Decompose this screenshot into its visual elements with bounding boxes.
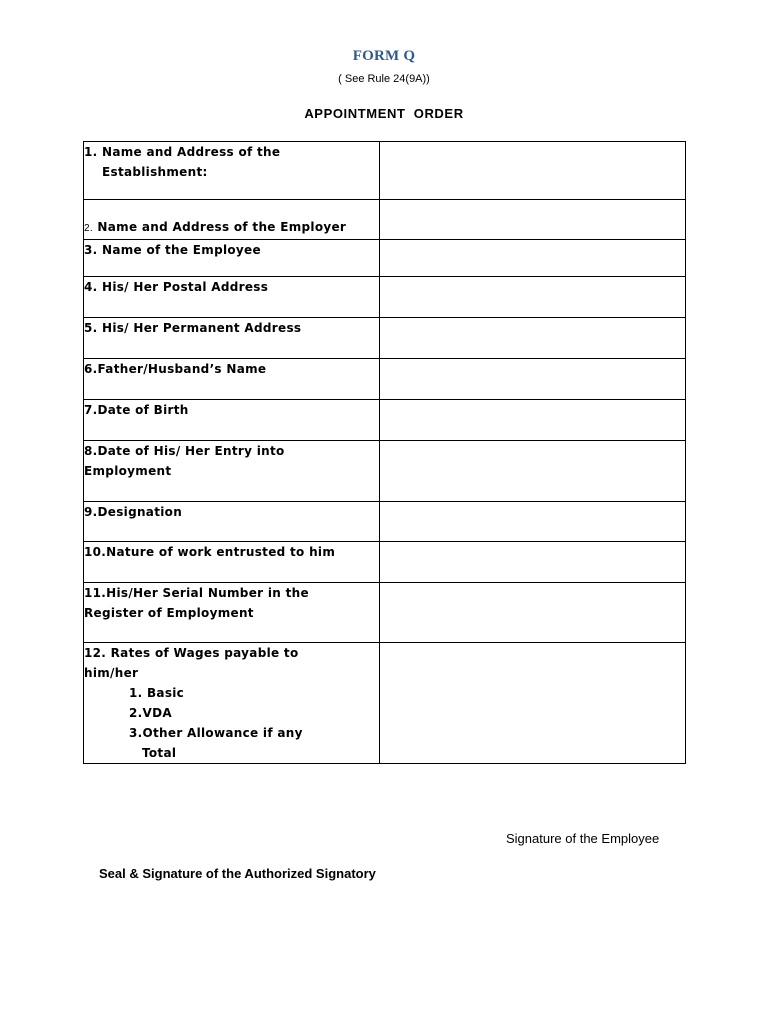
wage-subitem-vda: 2.VDA — [129, 706, 172, 720]
field-value-postal-address[interactable] — [380, 277, 686, 318]
field-value-establishment[interactable] — [380, 142, 686, 200]
field-label-line: 11.His/Her Serial Number in the — [84, 586, 309, 600]
form-row-employee-name — [84, 240, 686, 277]
field-label — [84, 240, 380, 277]
form-row-father-husband-name — [84, 359, 686, 400]
form-row-nature-of-work — [84, 542, 686, 583]
field-value-father-husband-name[interactable] — [380, 359, 686, 400]
field-label-line: 6.Father/Husband’s Name — [84, 362, 267, 376]
authorized-signatory-label: Seal & Signature of the Authorized Signatory — [99, 866, 376, 881]
field-label-line: Employment — [84, 464, 172, 478]
form-row-postal-address — [84, 277, 686, 318]
field-label — [84, 359, 380, 400]
field-label-line: 8.Date of His/ Her Entry into — [84, 444, 285, 458]
field-value-nature-of-work[interactable] — [380, 542, 686, 583]
field-label-line: him/her — [84, 666, 139, 680]
field-value-designation[interactable] — [380, 502, 686, 542]
form-heading: APPOINTMENT ORDER — [304, 106, 464, 121]
field-label — [84, 142, 380, 200]
form-row-date-of-birth — [84, 400, 686, 441]
form-row-permanent-address — [84, 318, 686, 359]
wage-subitem-other-allowance: 3.Other Allowance if any — [129, 726, 303, 740]
field-label — [84, 502, 380, 542]
employee-signature-label: Signature of the Employee — [506, 831, 660, 846]
field-label — [84, 643, 380, 764]
field-label-line: 5. His/ Her Permanent Address — [84, 321, 302, 335]
field-label — [84, 542, 380, 583]
form-row-establishment — [84, 142, 686, 200]
field-label-line: Establishment: — [102, 165, 208, 179]
field-label — [84, 318, 380, 359]
form-row-entry-date — [84, 441, 686, 502]
field-label-line: 4. His/ Her Postal Address — [84, 280, 269, 294]
field-value-permanent-address[interactable] — [380, 318, 686, 359]
form-row-wages — [84, 643, 686, 764]
field-value-wages[interactable] — [380, 643, 686, 764]
wage-subitem-total: Total — [142, 746, 177, 760]
field-value-entry-date[interactable] — [380, 441, 686, 502]
field-label-line — [84, 200, 379, 239]
field-label — [84, 583, 380, 643]
field-label-line: 9.Designation — [84, 505, 183, 519]
field-value-employer[interactable] — [380, 200, 686, 240]
field-label — [84, 277, 380, 318]
form-row-employer — [84, 200, 686, 240]
field-number: 2. — [84, 223, 93, 234]
field-label-line: 3. Name of the Employee — [84, 243, 261, 257]
field-label-text: Name and Address of the Employer — [92, 220, 347, 234]
wage-subitem-basic: 1. Basic — [129, 686, 185, 700]
form-row-designation — [84, 502, 686, 542]
form-subtitle: ( See Rule 24(9A)) — [338, 73, 430, 85]
field-label-line: 7.Date of Birth — [84, 403, 189, 417]
form-row-serial-number — [84, 583, 686, 643]
field-value-employee-name[interactable] — [380, 240, 686, 277]
appointment-form-table — [83, 141, 686, 764]
field-label — [84, 400, 380, 441]
field-label-line: 1. Name and Address of the — [84, 145, 281, 159]
field-label-line: 12. Rates of Wages payable to — [84, 646, 299, 660]
field-value-date-of-birth[interactable] — [380, 400, 686, 441]
field-value-serial-number[interactable] — [380, 583, 686, 643]
field-label — [84, 441, 380, 502]
form-title: FORM Q — [352, 48, 416, 64]
field-label-line: 10.Nature of work entrusted to him — [84, 545, 336, 559]
field-label-line: Register of Employment — [84, 606, 254, 620]
field-label — [84, 200, 380, 240]
